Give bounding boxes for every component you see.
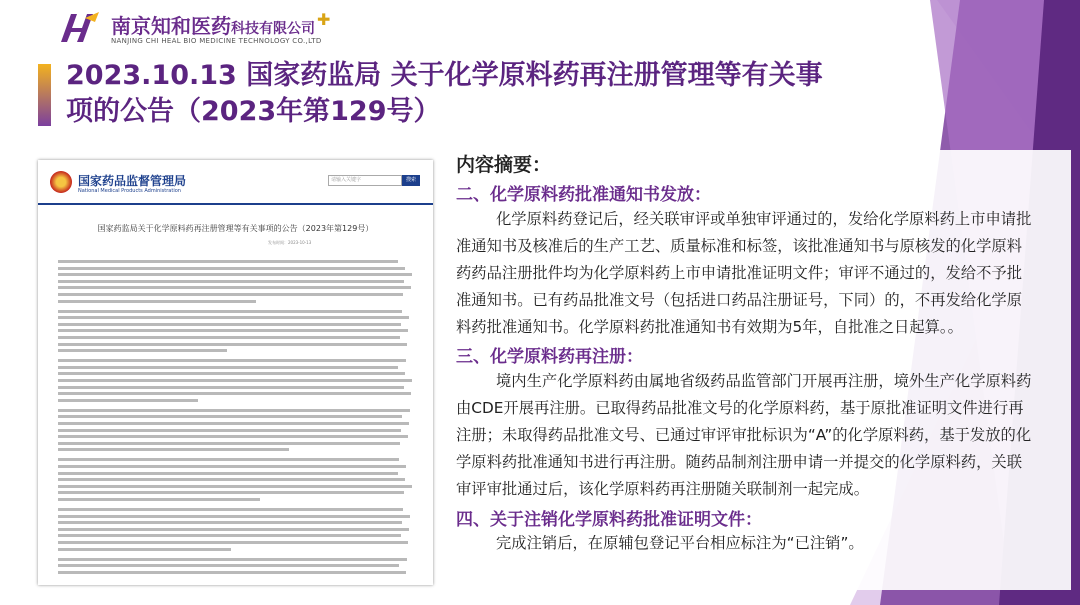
doc-text-line [58, 280, 404, 283]
doc-text-line [58, 478, 405, 481]
doc-text-line [58, 343, 407, 346]
doc-text-line [58, 392, 411, 395]
doc-text-line [58, 528, 409, 531]
doc-text-line [58, 465, 406, 468]
doc-date: 发布时间：2023-10-13 [268, 240, 312, 245]
doc-text-line [58, 409, 410, 412]
doc-text-line [58, 329, 408, 332]
doc-text-line [58, 534, 401, 537]
section-text: 化学原料药登记后，经关联审评或单独审评通过的，发给化学原料药上市申请批准通知书及核准后的生产工艺、质量标准和标签，该批准通知书与原核发的化学原料药药品注册批件均为化学原料药上市申请批准证明文件；审评不通过的，发给不予批准通知书。已有药品批准文号（包括进口药品注册证号，下同）的，不再发给化学原料药批准通知书。化学原料药批准通知书有效期为5年，自批准之日起算。。 [456, 210, 1032, 336]
plus-icon: ✚ [317, 10, 331, 29]
doc-text-line [58, 372, 405, 375]
agency-name: 国家药品监督管理局 [78, 174, 187, 188]
doc-text-line [58, 564, 399, 567]
doc-text-line [58, 558, 407, 561]
doc-text-line [58, 386, 404, 389]
doc-text-line [58, 310, 402, 313]
doc-text-line [58, 548, 231, 551]
national-emblem-icon [50, 171, 72, 193]
doc-text-line [58, 429, 401, 432]
doc-text-line [58, 521, 402, 524]
doc-text-line [58, 472, 398, 475]
doc-text-line [58, 541, 408, 544]
doc-text-line [58, 458, 399, 461]
section-title: 三、化学原料药再注册： [456, 347, 643, 367]
doc-text-line [58, 399, 198, 402]
search-button: 搜索 [402, 175, 420, 186]
company-name: 南京知和医药科技有限公司 ✚ [111, 10, 331, 38]
doc-text-line [58, 508, 403, 511]
doc-text-line [58, 435, 408, 438]
doc-text-line [58, 349, 227, 352]
doc-text-line [58, 571, 406, 574]
header-divider [38, 203, 433, 205]
title-accent-bar [38, 64, 51, 126]
company-name-en: NANJING CHI HEAL BIO MEDICINE TECHNOLOGY CO.,LTD [111, 37, 322, 45]
doc-text-line [58, 273, 412, 276]
doc-text-line [58, 379, 412, 382]
doc-text-line [58, 498, 260, 501]
logo-icon [55, 8, 101, 48]
document-screenshot [38, 160, 433, 585]
doc-text-line [58, 515, 410, 518]
doc-header [38, 160, 433, 200]
doc-text-line [58, 366, 398, 369]
doc-text-line [58, 491, 404, 494]
section-title: 四、关于注销化学原料药批准证明文件： [456, 510, 762, 530]
doc-text-line [58, 415, 402, 418]
search-input: 请输入关键字 [328, 175, 402, 186]
doc-text-line [58, 316, 409, 319]
section-title: 二、化学原料药批准通知书发放： [456, 185, 711, 205]
doc-text-line [58, 359, 406, 362]
summary-heading: 内容摘要： [456, 154, 552, 176]
doc-text-line [58, 323, 401, 326]
doc-title: 国家药监局关于化学原料药再注册管理等有关事项的公告（2023年第129号） [97, 224, 374, 233]
company-logo [55, 8, 335, 50]
doc-text-line [58, 286, 411, 289]
section-text: 完成注销后，在原辅包登记平台相应标注为“已注销”。 [496, 534, 864, 552]
doc-text-line [58, 485, 412, 488]
section-text: 境内生产化学原料药由属地省级药品监管部门开展再注册，境外生产化学原料药由CDE开展再注册。已取得药品批准文号的化学原料药，基于原批准证明文件进行再注册；未取得药品批准文号、已通过审评审批标识为“A”的化学原料药，基于发放的化学原料药批准通知书进行再注册。随药品制剂注册申请一并提交的化学原料药，关联审评审批通过后，该化学原料药再注册随关联制剂一起完成。 [456, 372, 1032, 498]
doc-text-line [58, 293, 403, 296]
doc-text-line [58, 442, 400, 445]
doc-text-line [58, 422, 409, 425]
doc-text-line [58, 300, 256, 303]
agency-name-en: National Medical Products Administration [78, 188, 181, 194]
doc-text-line [58, 448, 289, 451]
doc-text-line [58, 336, 400, 339]
page-title: 2023.10.13 国家药监局 关于化学原料药再注册管理等有关事项的公告（2023年第129号） [66, 60, 823, 127]
doc-text-line [58, 260, 398, 263]
doc-text-line [58, 267, 405, 270]
